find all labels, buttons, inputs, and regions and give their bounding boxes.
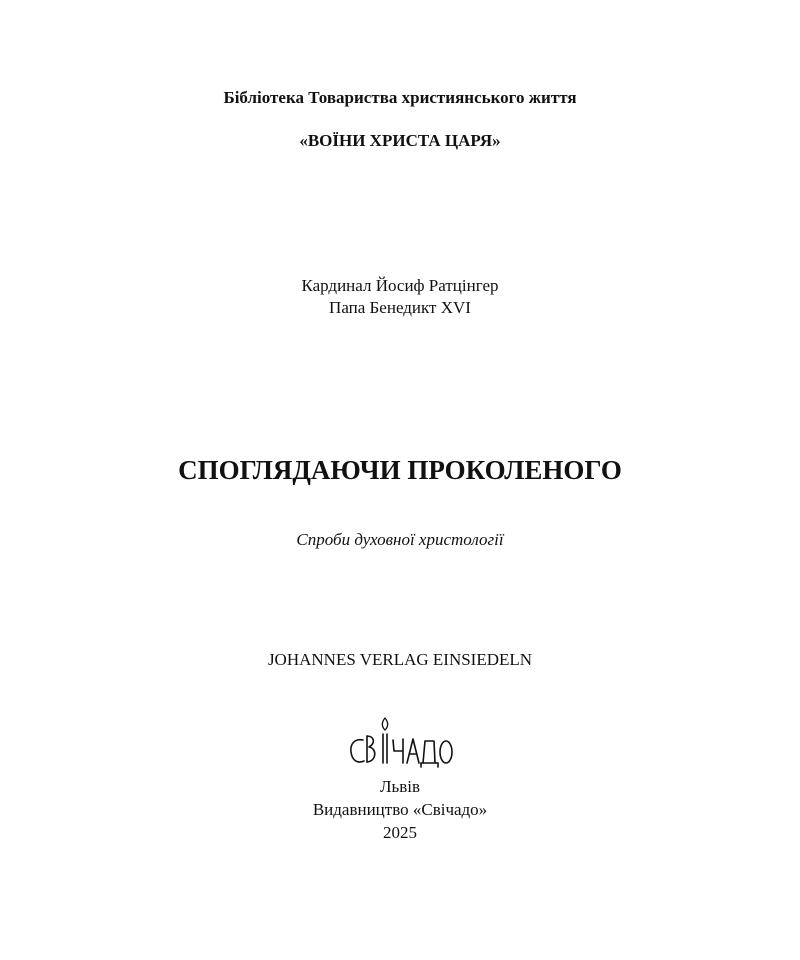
author-name: Кардинал Йосиф Ратцінгер: [301, 276, 499, 295]
imprint-city: Львів: [379, 777, 421, 796]
series-library: Бібліотека Товариства християнського життя: [223, 88, 577, 107]
imprint-publisher: Видавництво «Свічадо»: [312, 800, 488, 819]
series-name: «ВОЇНИ ХРИСТА ЦАРЯ»: [299, 131, 501, 150]
book-subtitle: Спроби духовної христології: [296, 530, 504, 549]
book-title: СПОГЛЯДАЮЧИ ПРОКОЛЕНОГО: [178, 455, 622, 485]
imprint-year: 2025: [383, 823, 417, 842]
author-papal-name: Папа Бенедикт XVI: [329, 298, 471, 317]
original-publisher: JOHANNES VERLAG EINSIEDELN: [267, 650, 533, 669]
svichado-logo-icon: [345, 712, 455, 770]
